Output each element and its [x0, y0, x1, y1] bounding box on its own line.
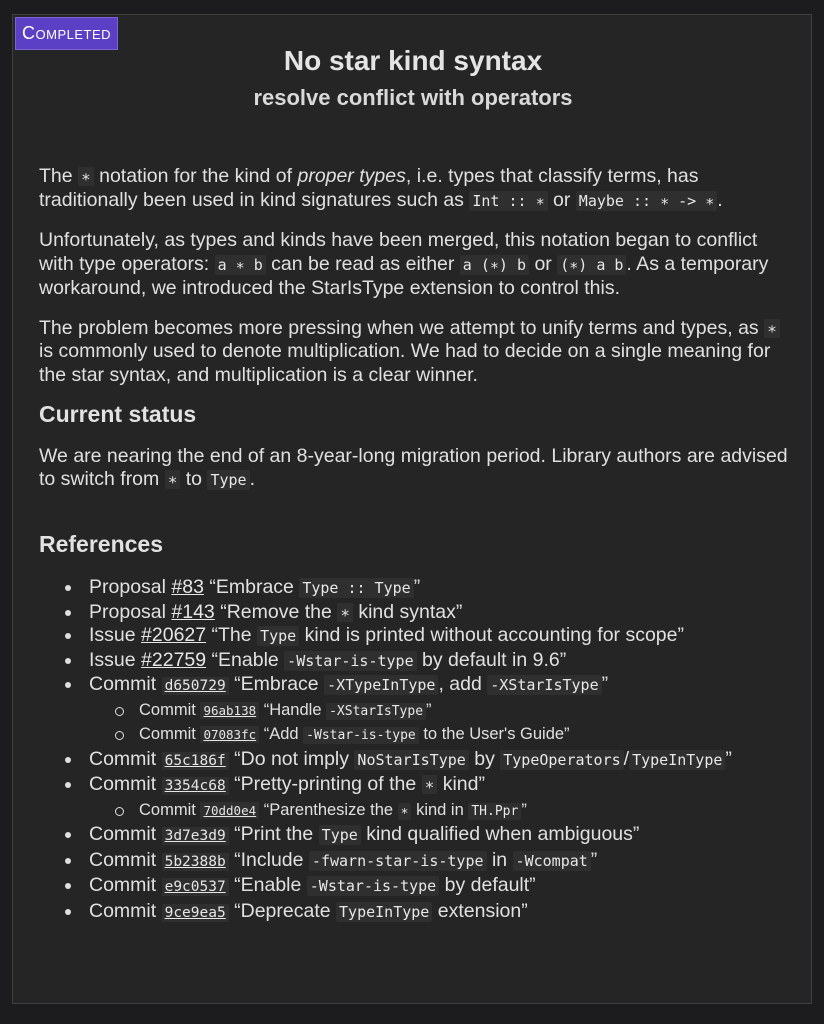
ref-kind: Commit — [139, 725, 196, 743]
ref-title: “Handle — [263, 700, 322, 719]
text: The problem becomes more pressing when we attempt to unify terms and types, as — [39, 316, 759, 339]
ref-title: “Add — [263, 725, 299, 743]
commit-link[interactable]: 70dd0e4 — [200, 802, 259, 819]
ref-kind: Issue — [89, 648, 136, 671]
ref-title: / — [623, 747, 630, 770]
inline-code: (∗) a b — [557, 255, 626, 275]
ref-title: “Embrace — [209, 576, 294, 598]
ref-title: “Include — [234, 848, 304, 871]
ref-title: ” — [521, 800, 527, 819]
inline-code: TypeInType — [629, 750, 725, 770]
ref-title: ” — [426, 700, 432, 719]
inline-code: -XStarIsType — [326, 703, 426, 720]
text: Unfortunately, as types and kinds have been merged, this notation began to conflict with type operators: — [39, 229, 758, 275]
list-item — [63, 849, 793, 875]
ref-title: “Embrace — [234, 673, 319, 695]
references-list — [39, 576, 793, 925]
commit-link[interactable]: 5b2388b — [162, 853, 229, 871]
sub-list-item — [113, 723, 793, 748]
commit-link[interactable]: 3d7e3d9 — [162, 827, 229, 845]
commit-link[interactable]: 07083fc — [200, 726, 259, 743]
ref-link[interactable]: #22759 — [141, 648, 207, 671]
commit-link[interactable]: 9ce9ea5 — [162, 904, 229, 922]
commit-link[interactable]: e9c0537 — [162, 878, 229, 896]
inline-code: -Wstar-is-type — [307, 876, 439, 896]
text: is commonly used to denote multiplication. We had to decide on a single meaning for the star syntax, and multiplication is a clear winner. — [39, 340, 771, 386]
ref-title: ” — [413, 576, 421, 598]
inline-code: NoStarIsType — [354, 750, 468, 770]
inline-code: -XStarIsType — [487, 675, 601, 695]
current-status-heading: Current status — [39, 401, 197, 427]
paragraph-4 — [39, 445, 793, 493]
ref-kind: Commit — [89, 773, 157, 795]
inline-code: Type :: Type — [299, 578, 413, 598]
star-symbol: ∗ — [165, 470, 181, 489]
sub-list-item — [113, 699, 793, 724]
sub-list — [89, 699, 793, 748]
list-item — [63, 748, 793, 774]
inline-code: Maybe :: ∗ -> ∗ — [576, 191, 717, 211]
inline-code: TypeInType — [336, 902, 432, 922]
ref-title: ” — [590, 848, 598, 871]
text: , i.e. types that classify terms, has traditionally been used in kind signatures such as — [39, 165, 699, 211]
ref-title: ” — [725, 747, 732, 770]
status-badge: Completed — [15, 17, 118, 50]
sub-list-item — [113, 799, 793, 824]
ref-title: kind qualified when ambiguous” — [366, 823, 640, 845]
text: to — [185, 468, 203, 490]
ref-title: by default” — [444, 874, 536, 896]
ref-kind: Commit — [89, 899, 157, 922]
ref-kind: Commit — [89, 848, 157, 871]
inline-code: Type — [257, 626, 299, 646]
ref-title: to the User's Guide” — [423, 725, 570, 743]
list-item — [63, 673, 793, 748]
inline-code: ∗ — [398, 803, 412, 820]
ref-kind: Proposal — [89, 600, 166, 623]
text: or — [553, 188, 571, 211]
ref-title: kind is printed without accounting for scope” — [304, 624, 684, 646]
ref-title: kind” — [442, 773, 485, 795]
ref-kind: Commit — [89, 747, 157, 770]
text: . — [717, 188, 723, 211]
ref-title: “Pretty-printing of the — [234, 773, 417, 795]
references-heading: References — [39, 530, 164, 557]
ref-kind: Commit — [89, 673, 157, 695]
ref-kind: Commit — [89, 823, 157, 845]
ref-title: “Deprecate — [234, 899, 331, 922]
text: . — [249, 468, 255, 490]
star-symbol: ∗ — [337, 603, 353, 622]
page-title: No star kind syntax — [283, 45, 543, 76]
page-subtitle: resolve conflict with operators — [253, 85, 573, 110]
text: or — [534, 252, 552, 275]
sub-list — [89, 799, 793, 824]
emphasis: proper types — [297, 165, 406, 187]
ref-title: “Remove the — [220, 600, 332, 623]
inline-code: TH.Ppr — [468, 803, 521, 820]
article-body — [39, 165, 793, 925]
ref-kind: Issue — [89, 624, 136, 646]
ref-kind: Proposal — [89, 576, 166, 598]
ref-title: “Enable — [234, 874, 302, 896]
text: The — [39, 165, 73, 187]
inline-code: -Wstar-is-type — [303, 727, 419, 744]
ref-title: “Parenthesize the — [263, 800, 394, 819]
inline-code: Int :: ∗ — [469, 191, 547, 211]
list-item — [63, 874, 793, 900]
list-item — [63, 773, 793, 823]
inline-code: Type — [207, 470, 249, 490]
commit-link[interactable]: 96ab138 — [200, 702, 259, 719]
inline-code: a ∗ b — [215, 255, 266, 275]
list-item — [63, 624, 793, 649]
ref-kind: Commit — [89, 874, 157, 896]
commit-link[interactable]: 3354c68 — [162, 777, 229, 795]
ref-title: kind syntax” — [358, 600, 463, 623]
inline-code: a (∗) b — [460, 255, 529, 275]
ref-title: “Do not imply — [234, 747, 349, 770]
ref-title: extension” — [437, 899, 528, 922]
list-item — [63, 823, 793, 849]
ref-title: by — [474, 747, 495, 770]
ref-title: in — [491, 848, 508, 871]
commit-link[interactable]: 65c186f — [162, 752, 229, 770]
ref-link[interactable]: #83 — [171, 576, 204, 598]
paragraph-2 — [39, 229, 793, 301]
star-symbol: ∗ — [422, 775, 438, 794]
text: notation for the kind of — [99, 165, 293, 187]
paragraph-3 — [39, 317, 793, 388]
list-item — [63, 601, 793, 625]
ref-title: “The — [211, 624, 252, 646]
list-item — [63, 576, 793, 601]
paragraph-1 — [39, 165, 793, 213]
ref-kind: Commit — [139, 700, 196, 719]
inline-code: Type — [319, 825, 361, 845]
commit-link[interactable]: d650729 — [162, 677, 229, 695]
list-item — [63, 900, 793, 926]
ref-link[interactable]: #143 — [171, 600, 215, 623]
text: . As a temporary workaround, we introduced the StarIsType extension to control this. — [39, 252, 769, 299]
inline-code: -fwarn-star-is-type — [309, 851, 487, 871]
star-symbol: ∗ — [78, 167, 94, 186]
inline-code: -XTypeInType — [324, 675, 438, 695]
text: We are nearing the end of an 8-year-long migration period. Library authors are advised to switch from — [39, 444, 788, 490]
inline-code: TypeOperators — [500, 750, 623, 770]
ref-title: , add — [438, 673, 482, 695]
ref-title: by default in 9.6” — [422, 648, 567, 671]
star-symbol: ∗ — [764, 319, 780, 338]
ref-title: “Print the — [234, 823, 314, 845]
proposal-card — [12, 14, 812, 1004]
ref-title: ” — [601, 673, 609, 695]
ref-title: kind in — [416, 800, 464, 819]
inline-code: -Wcompat — [513, 851, 591, 871]
text: can be read as either — [271, 252, 455, 275]
list-item — [63, 649, 793, 674]
ref-title: “Enable — [211, 648, 279, 671]
inline-code: -Wstar-is-type — [284, 651, 416, 671]
ref-kind: Commit — [139, 800, 196, 819]
ref-link[interactable]: #20627 — [141, 624, 207, 646]
